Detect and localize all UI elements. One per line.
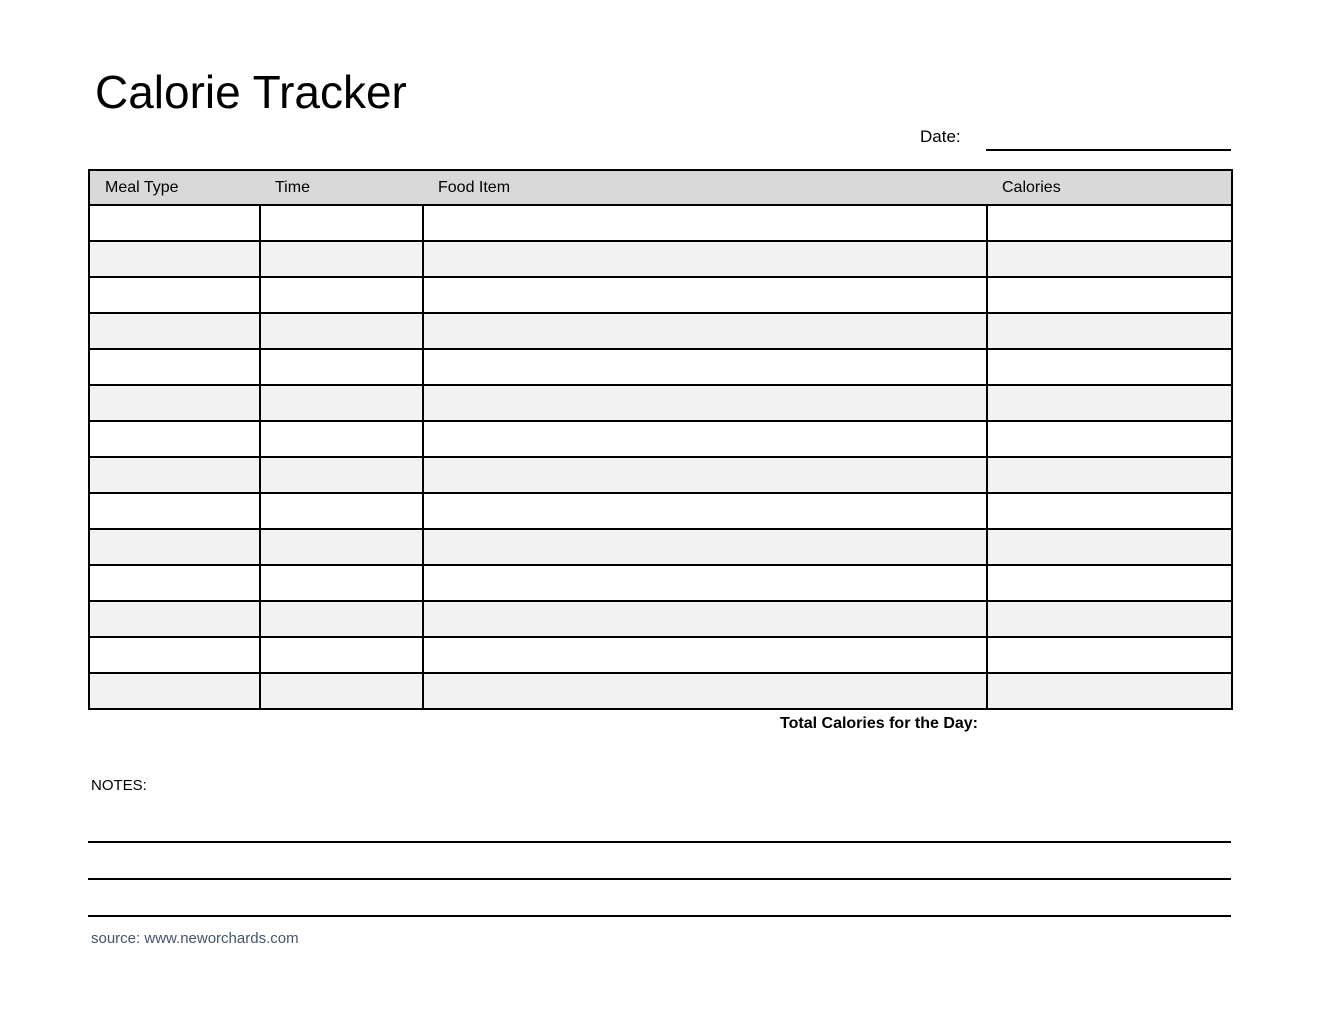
time-cell[interactable] [260,385,423,421]
table-row [89,421,1232,457]
meal-type-cell[interactable] [89,601,260,637]
table-body [89,205,1232,709]
food-item-cell[interactable] [423,349,987,385]
notes-label: NOTES: [91,777,147,794]
table-row [89,277,1232,313]
calories-cell[interactable] [987,637,1232,673]
table-row [89,493,1232,529]
table-row [89,457,1232,493]
source-credit: source: www.neworchards.com [91,930,299,947]
table-row [89,637,1232,673]
time-cell[interactable] [260,529,423,565]
table-row [89,241,1232,277]
calories-cell[interactable] [987,601,1232,637]
meal-type-cell[interactable] [89,457,260,493]
meal-type-cell[interactable] [89,637,260,673]
calories-cell[interactable] [987,421,1232,457]
time-cell[interactable] [260,421,423,457]
calories-cell[interactable] [987,205,1232,241]
food-item-cell[interactable] [423,529,987,565]
time-cell[interactable] [260,277,423,313]
food-item-cell[interactable] [423,637,987,673]
calories-cell[interactable] [987,565,1232,601]
calories-cell[interactable] [987,457,1232,493]
food-item-cell[interactable] [423,673,987,709]
page-title: Calorie Tracker [95,66,407,118]
time-cell[interactable] [260,565,423,601]
meal-type-cell[interactable] [89,529,260,565]
date-label: Date: [920,127,961,146]
time-cell[interactable] [260,493,423,529]
table-row [89,349,1232,385]
total-calories-label: Total Calories for the Day: [780,715,978,732]
notes-line[interactable] [88,915,1231,917]
food-item-cell[interactable] [423,421,987,457]
time-cell[interactable] [260,457,423,493]
table-row [89,529,1232,565]
time-cell[interactable] [260,205,423,241]
table-row [89,565,1232,601]
time-cell[interactable] [260,349,423,385]
food-item-cell[interactable] [423,457,987,493]
food-item-cell[interactable] [423,493,987,529]
food-item-cell[interactable] [423,565,987,601]
calories-cell[interactable] [987,529,1232,565]
column-header-food-item: Food Item [423,170,987,205]
table-row [89,673,1232,709]
food-item-cell[interactable] [423,601,987,637]
meal-type-cell[interactable] [89,349,260,385]
meal-type-cell[interactable] [89,385,260,421]
time-cell[interactable] [260,241,423,277]
notes-line[interactable] [88,841,1231,843]
calories-cell[interactable] [987,493,1232,529]
notes-line[interactable] [88,878,1231,880]
food-item-cell[interactable] [423,205,987,241]
table-row [89,385,1232,421]
column-header-calories: Calories [987,170,1232,205]
calories-cell[interactable] [987,313,1232,349]
time-cell[interactable] [260,601,423,637]
table-header-row [89,170,1232,205]
meal-type-cell[interactable] [89,673,260,709]
table-row [89,205,1232,241]
food-item-cell[interactable] [423,313,987,349]
food-item-cell[interactable] [423,385,987,421]
calories-cell[interactable] [987,385,1232,421]
meal-type-cell[interactable] [89,493,260,529]
time-cell[interactable] [260,313,423,349]
meal-type-cell[interactable] [89,565,260,601]
meal-type-cell[interactable] [89,241,260,277]
calorie-table [88,169,1233,710]
calories-cell[interactable] [987,673,1232,709]
date-input-line[interactable] [986,149,1231,151]
meal-type-cell[interactable] [89,421,260,457]
table-row [89,313,1232,349]
column-header-meal-type: Meal Type [89,170,260,205]
table-row [89,601,1232,637]
column-header-time: Time [260,170,423,205]
meal-type-cell[interactable] [89,277,260,313]
calories-cell[interactable] [987,241,1232,277]
time-cell[interactable] [260,673,423,709]
meal-type-cell[interactable] [89,205,260,241]
meal-type-cell[interactable] [89,313,260,349]
food-item-cell[interactable] [423,277,987,313]
calories-cell[interactable] [987,349,1232,385]
food-item-cell[interactable] [423,241,987,277]
calories-cell[interactable] [987,277,1232,313]
time-cell[interactable] [260,637,423,673]
